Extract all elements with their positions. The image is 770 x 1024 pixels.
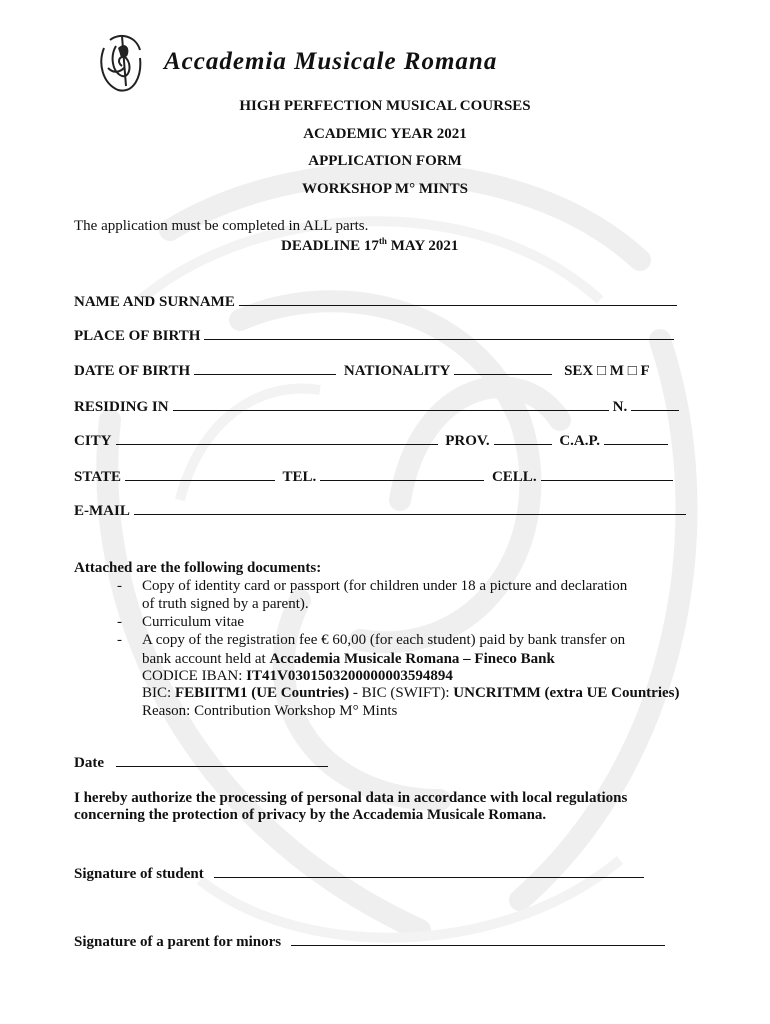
- payment-reason: Reason: Contribution Workshop M° Mints: [142, 703, 398, 719]
- bic-value: FEBIITM1 (UE Countries): [174, 685, 350, 701]
- city-row: [74, 431, 672, 450]
- academic-year: ACADEMIC YEAR 2021: [303, 126, 467, 142]
- parent-signature-row: [74, 932, 669, 951]
- parent-signature-label: Signature of a parent for minors: [74, 934, 282, 950]
- birthdate-label: DATE OF BIRTH: [74, 363, 191, 379]
- email-label: E-MAIL: [74, 503, 130, 519]
- student-signature-field[interactable]: [214, 864, 644, 878]
- city-label: CITY: [74, 433, 112, 449]
- birthplace-row: [74, 326, 678, 345]
- attachment-fee-line2: [142, 651, 555, 668]
- state-label: STATE: [74, 469, 121, 485]
- student-signature-row: [74, 864, 648, 883]
- residing-row: [74, 397, 683, 416]
- privacy-consent-line1: I hereby authorize the processing of personal data in accordance with local regulations: [74, 790, 628, 806]
- deadline: [281, 236, 458, 255]
- state-row: [74, 467, 677, 486]
- bic-line: [142, 685, 680, 702]
- birthdate-field[interactable]: [194, 361, 336, 375]
- instruction-text: The application must be completed in ALL parts.: [74, 218, 369, 234]
- sex-label: SEX: [564, 363, 594, 379]
- email-row: [74, 501, 690, 520]
- iban-label: CODICE IBAN:: [142, 668, 247, 684]
- residing-field[interactable]: [173, 397, 609, 411]
- attachment-id-line2: of truth signed by a parent).: [142, 596, 309, 612]
- iban-value: IT41V0301503200000003594894: [246, 668, 453, 684]
- name-field[interactable]: [239, 292, 677, 306]
- deadline-sup: th: [378, 236, 387, 246]
- academy-logo-icon: [96, 28, 146, 96]
- workshop-title: WORKSHOP M° MINTS: [301, 181, 468, 197]
- cap-label: C.A.P.: [559, 433, 601, 449]
- tel-label: TEL.: [282, 469, 317, 485]
- birthplace-field[interactable]: [204, 326, 674, 340]
- deadline-label: DEADLINE 17: [281, 238, 379, 254]
- course-title: HIGH PERFECTION MUSICAL COURSES: [239, 98, 531, 114]
- number-label: N.: [612, 399, 628, 415]
- deadline-date: MAY 2021: [386, 238, 459, 254]
- cap-field[interactable]: [604, 431, 668, 445]
- iban-line: [142, 668, 453, 685]
- academy-name: Accademia Musicale Romana: [164, 48, 498, 75]
- bullet-dash: -: [117, 614, 122, 630]
- attachment-fee-line1: A copy of the registration fee € 60,00 (for each student) paid by bank transfer on: [142, 632, 626, 648]
- cell-field[interactable]: [541, 467, 673, 481]
- prov-field[interactable]: [494, 431, 552, 445]
- tel-field[interactable]: [320, 467, 484, 481]
- bullet-dash: -: [117, 632, 122, 648]
- swift-label: - BIC (SWIFT):: [349, 685, 454, 701]
- attachments-title: Attached are the following documents:: [74, 560, 322, 576]
- state-field[interactable]: [125, 467, 275, 481]
- date-row: [74, 753, 332, 772]
- bullet-dash: -: [117, 578, 122, 594]
- name-label: NAME AND SURNAME: [74, 294, 235, 310]
- sex-m-checkbox[interactable]: □ M: [597, 363, 624, 379]
- fee-line2-text: bank account held at: [142, 651, 270, 667]
- birthplace-label: PLACE OF BIRTH: [74, 328, 201, 344]
- nationality-field[interactable]: [454, 361, 552, 375]
- parent-signature-field[interactable]: [291, 932, 665, 946]
- prov-label: PROV.: [445, 433, 490, 449]
- bic-label: BIC:: [142, 685, 175, 701]
- birthdate-row: [74, 361, 650, 380]
- city-field[interactable]: [116, 431, 438, 445]
- sex-f-checkbox[interactable]: □ F: [627, 363, 650, 379]
- attachment-id-line1: Copy of identity card or passport (for children under 18 a picture and declaration: [142, 578, 628, 594]
- email-field[interactable]: [134, 501, 686, 515]
- form-title: APPLICATION FORM: [308, 153, 462, 169]
- swift-value: UNCRITMM (extra UE Countries): [453, 685, 680, 701]
- attachment-cv: Curriculum vitae: [142, 614, 245, 630]
- student-signature-label: Signature of student: [74, 866, 204, 882]
- cell-label: CELL.: [491, 469, 537, 485]
- bank-name: Accademia Musicale Romana – Fineco Bank: [269, 651, 555, 667]
- date-field[interactable]: [116, 753, 328, 767]
- number-field[interactable]: [631, 397, 679, 411]
- privacy-consent-line2: concerning the protection of privacy by the Accademia Musicale Romana.: [74, 807, 547, 823]
- nationality-label: NATIONALITY: [343, 363, 451, 379]
- date-label: Date: [74, 755, 104, 771]
- name-row: [74, 292, 681, 311]
- residing-label: RESIDING IN: [74, 399, 169, 415]
